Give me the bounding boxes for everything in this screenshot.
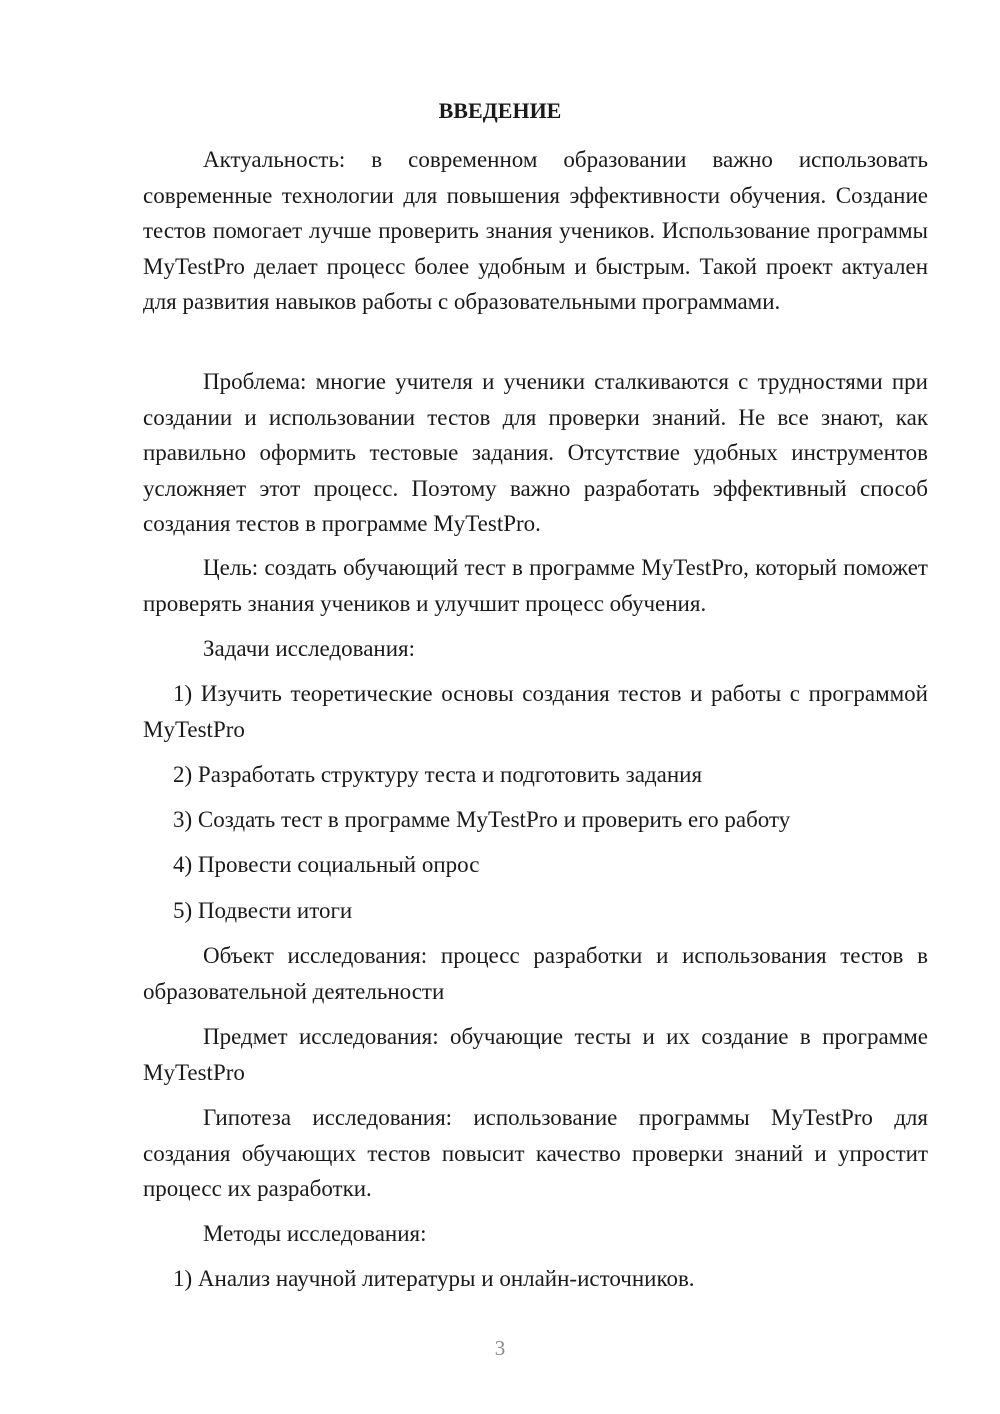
task-item-3: 3) Создать тест в программе MyTestPro и проверить его работу <box>173 807 791 832</box>
paragraph-problem: Проблема: многие учителя и ученики сталкиваются с трудностями при создании и использовании тестов для проверки знаний. Не все знают, как правильно оформить тестовые задания. Отсутствие удобных инструментов усложняет этот процесс. Поэтому важно разработать эффективный способ создания тестов в программе MyTestPro. <box>143 369 928 536</box>
task-item-2: 2) Разработать структуру теста и подготовить задания <box>173 762 703 787</box>
task-item-4: 4) Провести социальный опрос <box>173 852 480 877</box>
page-number: 3 <box>494 1336 506 1360</box>
paragraph-relevance: Актуальность: в современном образовании важно использовать современные технологии для повышения эффективности обучения. Создание тестов помогает лучше проверить знания учеников. Использование программы MyTestPro делает процесс более удобным и быстрым. Такой проект актуален для развития навыков работы с образовательными программами. <box>143 147 928 314</box>
methods-heading: Методы исследования: <box>203 1221 427 1246</box>
method-item-1: 1) Анализ научной литературы и онлайн-источников. <box>173 1266 695 1291</box>
tasks-heading: Задачи исследования: <box>203 636 416 661</box>
task-item-5: 5) Подвести итоги <box>173 898 353 923</box>
paragraph-hypothesis: Гипотеза исследования: использование программы MyTestPro для создания обучающих тестов повысит качество проверки знаний и упростит процесс их разработки. <box>143 1105 928 1201</box>
section-title: ВВЕДЕНИЕ <box>438 98 562 123</box>
paragraph-goal: Цель: создать обучающий тест в программе MyTestPro, который поможет проверять знания учеников и улучшит процесс обучения. <box>143 555 928 616</box>
paragraph-object: Объект исследования: процесс разработки и использования тестов в образовательной деятельности <box>143 943 928 1004</box>
paragraph-subject: Предмет исследования: обучающие тесты и их создание в программе MyTestPro <box>143 1024 928 1085</box>
task-item-1: 1) Изучить теоретические основы создания тестов и работы с программой MyTestPro <box>143 681 928 742</box>
